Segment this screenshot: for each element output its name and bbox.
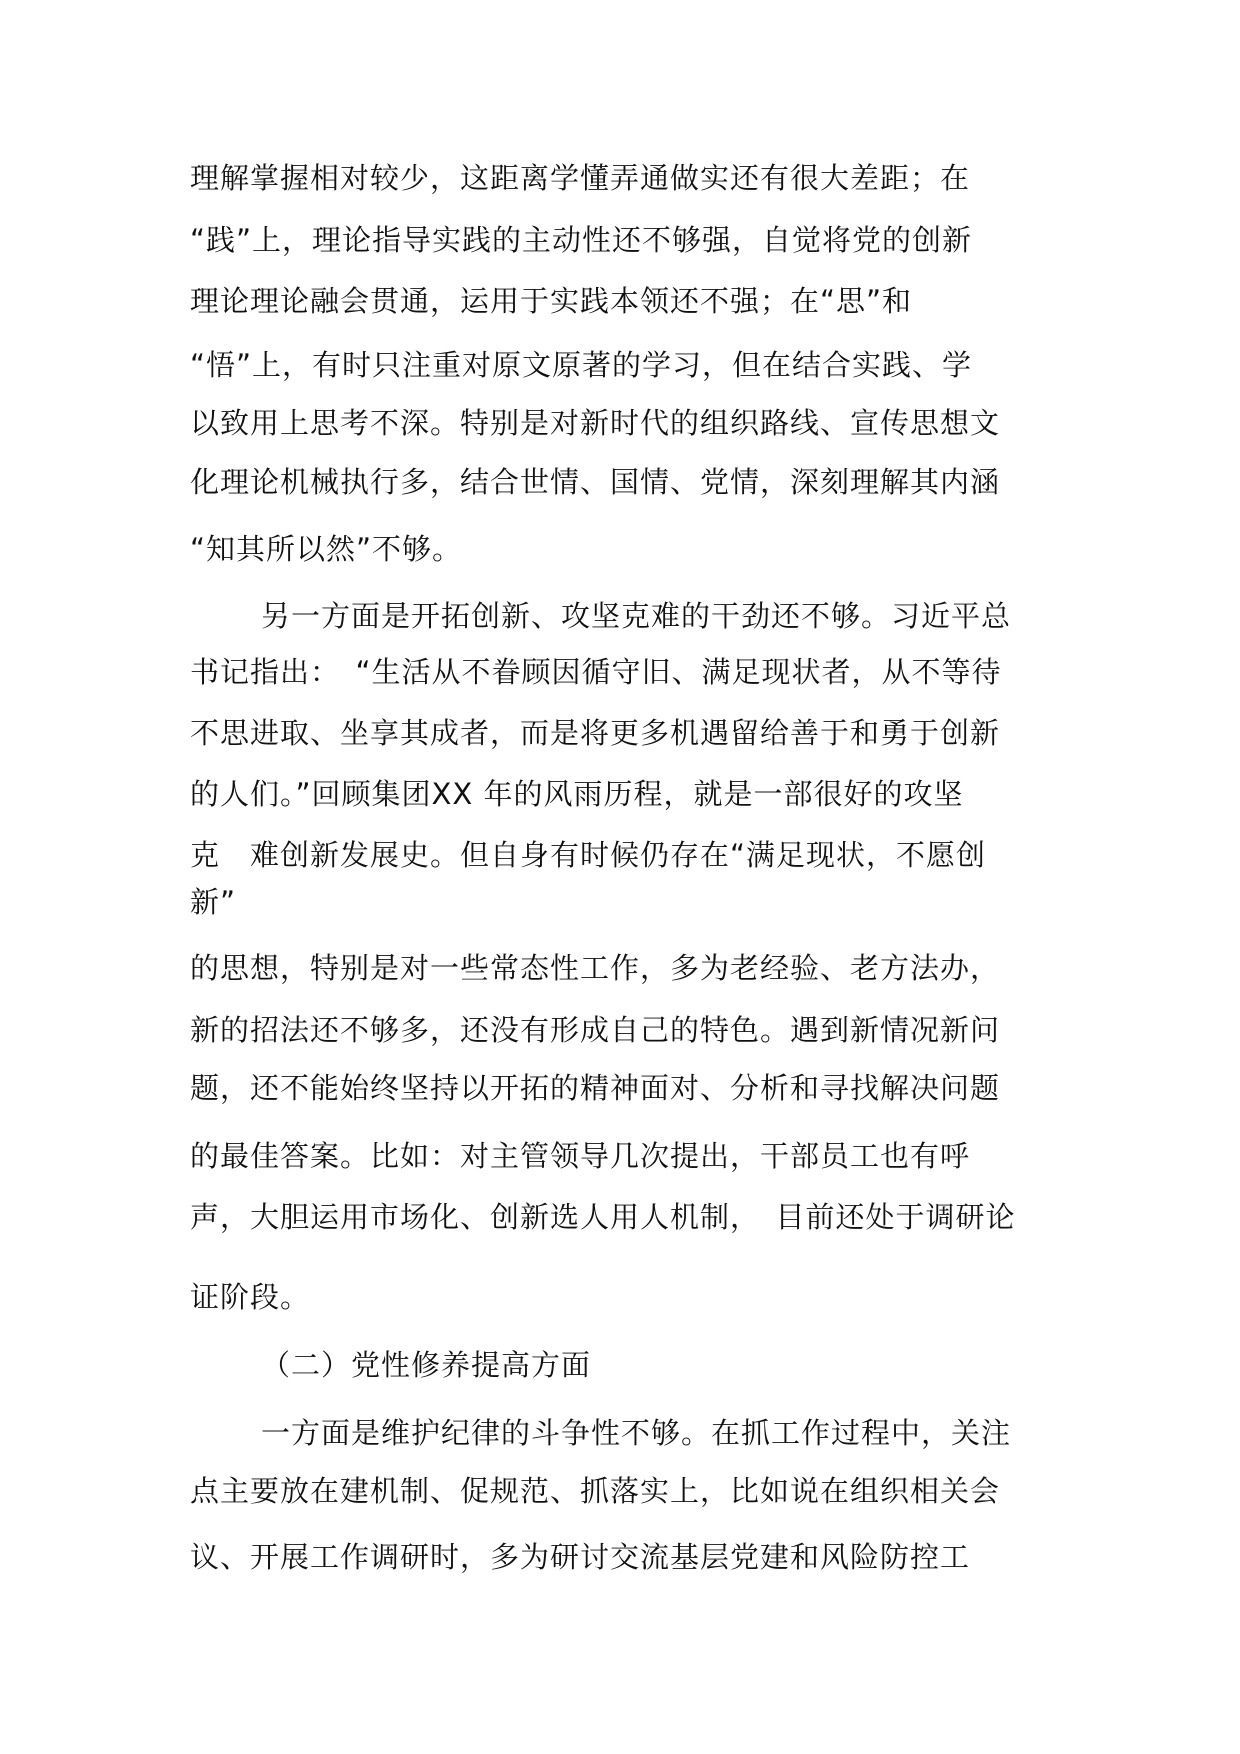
text-line: 声，大胆运用市场化、创新选人用人机制， 目前还处于调研论 bbox=[190, 1200, 1016, 1234]
section-heading: （二）党性修养提高方面 bbox=[261, 1348, 592, 1382]
text-line: “悟”上，有时只注重对原文原著的学习，但在结合实践、学 bbox=[190, 348, 973, 382]
text-line: 化理论机械执行多，结合世情、国情、党情，深刻理解其内涵 bbox=[190, 465, 1001, 499]
text-line: 的最佳答案。比如：对主管领导几次提出，干部员工也有呼 bbox=[190, 1139, 971, 1173]
text-line: 理论理论融会贯通，运用于实践本领还不强；在“思”和 bbox=[190, 284, 913, 318]
text-line: 理解掌握相对较少，这距离学懂弄通做实还有很大差距；在 bbox=[190, 161, 971, 195]
text-line: “知其所以然”不够。 bbox=[190, 532, 463, 566]
text-line: 以致用上思考不深。特别是对新时代的组织路线、宣传思想文 bbox=[190, 406, 1001, 440]
text-line: 一方面是维护纪律的斗争性不够。在抓工作过程中，关注 bbox=[261, 1416, 1012, 1450]
text-line: 不思进取、坐享其成者，而是将更多机遇留给善于和勇于创新 bbox=[190, 716, 1001, 750]
text-line: 克 难创新发展史。但自身有时候仍存在“满足现状，不愿创 bbox=[190, 838, 987, 872]
text-line: 书记指出： “生活从不眷顾因循守旧、满足现状者，从不等待 bbox=[190, 655, 1002, 689]
text-line: 新的招法还不够多，还没有形成自己的特色。遇到新情况新问 bbox=[190, 1013, 1001, 1047]
text-line: 题，还不能始终坚持以开拓的精神面对、分析和寻找解决问题 bbox=[190, 1071, 1001, 1105]
text-line: 点主要放在建机制、促规范、抓落实上，比如说在组织相关会 bbox=[190, 1474, 1001, 1508]
text-line: 另一方面是开拓创新、攻坚克难的干劲还不够。习近平总 bbox=[261, 599, 1012, 633]
text-line: 的人们。”回顾集团XX 年的风雨历程，就是一部很好的攻坚 bbox=[190, 777, 964, 811]
text-line: 新” bbox=[190, 885, 237, 919]
text-line: 议、开展工作调研时，多为研讨交流基层党建和风险防控工 bbox=[190, 1540, 971, 1574]
text-line: 证阶段。 bbox=[190, 1280, 311, 1314]
text-line: “践”上，理论指导实践的主动性还不够强，自觉将党的创新 bbox=[190, 223, 973, 257]
text-line: 的思想，特别是对一些常态性工作，多为老经验、老方法办， bbox=[190, 951, 1001, 985]
